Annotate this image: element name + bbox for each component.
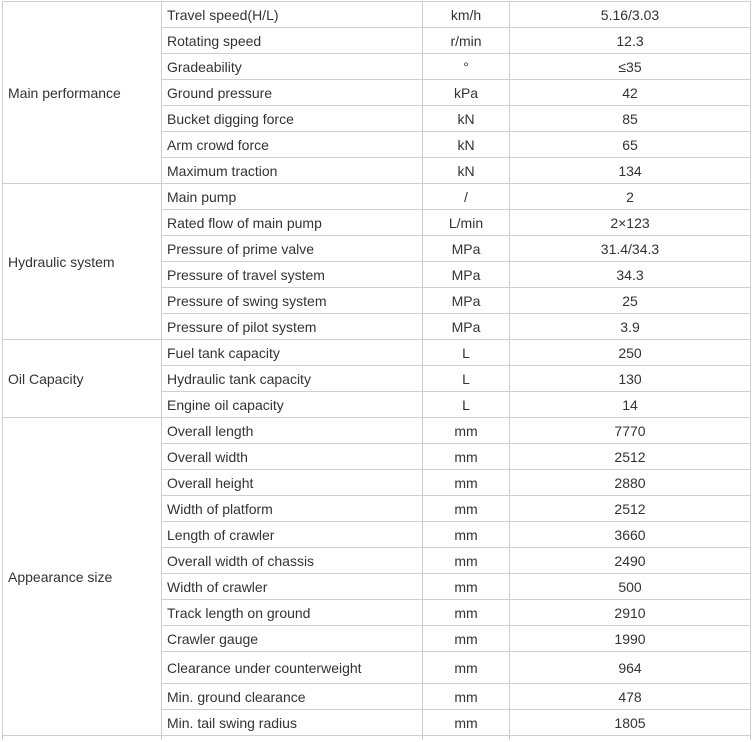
- value-cell: 478: [510, 684, 751, 710]
- param-cell: Hydraulic tank capacity: [162, 366, 423, 392]
- value-cell: 85: [510, 106, 751, 132]
- value-cell: 2: [510, 184, 751, 210]
- category-hydraulic-system: Hydraulic system: [3, 184, 162, 340]
- unit-cell: mm: [423, 574, 510, 600]
- param-cell: Arm crowd force: [162, 132, 423, 158]
- param-cell: Width of platform: [162, 496, 423, 522]
- value-cell: 31.4/34.3: [510, 236, 751, 262]
- value-cell: 42: [510, 80, 751, 106]
- value-cell: 5.16/3.03: [510, 2, 751, 28]
- param-cell: Rotating speed: [162, 28, 423, 54]
- category-oil-capacity: Oil Capacity: [3, 340, 162, 418]
- unit-cell: mm: [423, 710, 510, 736]
- unit-cell: mm: [423, 684, 510, 710]
- table-row: [3, 184, 751, 210]
- unit-cell: mm: [423, 444, 510, 470]
- param-cell: Pressure of pilot system: [162, 314, 423, 340]
- unit-cell: mm: [423, 652, 510, 684]
- table-row-partial: [3, 736, 751, 741]
- param-cell: Width of crawler: [162, 574, 423, 600]
- value-cell: 12.3: [510, 28, 751, 54]
- unit-cell: mm: [423, 496, 510, 522]
- unit-cell: r/min: [423, 28, 510, 54]
- value-cell: 500: [510, 574, 751, 600]
- value-cell: 25: [510, 288, 751, 314]
- value-cell: 130: [510, 366, 751, 392]
- value-cell: 1990: [510, 626, 751, 652]
- empty-cell: [510, 736, 751, 741]
- unit-cell: mm: [423, 626, 510, 652]
- param-cell: Length of crawler: [162, 522, 423, 548]
- param-cell: Overall length: [162, 418, 423, 444]
- unit-cell: MPa: [423, 314, 510, 340]
- value-cell: 134: [510, 158, 751, 184]
- unit-cell: km/h: [423, 2, 510, 28]
- unit-cell: mm: [423, 470, 510, 496]
- param-cell: Travel speed(H/L): [162, 2, 423, 28]
- value-cell: 7770: [510, 418, 751, 444]
- param-cell: Ground pressure: [162, 80, 423, 106]
- unit-cell: /: [423, 184, 510, 210]
- value-cell: 1805: [510, 710, 751, 736]
- spec-table: [2, 1, 751, 740]
- value-cell: 2512: [510, 444, 751, 470]
- value-cell: 2910: [510, 600, 751, 626]
- value-cell: ≤35: [510, 54, 751, 80]
- table-row: [3, 418, 751, 444]
- unit-cell: MPa: [423, 262, 510, 288]
- param-cell: Overall height: [162, 470, 423, 496]
- unit-cell: mm: [423, 600, 510, 626]
- empty-cell: [3, 736, 162, 741]
- value-cell: 250: [510, 340, 751, 366]
- value-cell: 34.3: [510, 262, 751, 288]
- param-cell: Gradeability: [162, 54, 423, 80]
- param-cell: Min. ground clearance: [162, 684, 423, 710]
- unit-cell: MPa: [423, 288, 510, 314]
- unit-cell: mm: [423, 418, 510, 444]
- category-appearance-size: Appearance size: [3, 418, 162, 736]
- param-cell: Crawler gauge: [162, 626, 423, 652]
- unit-cell: L: [423, 392, 510, 418]
- param-cell: Overall width: [162, 444, 423, 470]
- category-main-performance: Main performance: [3, 2, 162, 184]
- value-cell: 2880: [510, 470, 751, 496]
- value-cell: 65: [510, 132, 751, 158]
- value-cell: 964: [510, 652, 751, 684]
- empty-cell: [423, 736, 510, 741]
- unit-cell: L: [423, 340, 510, 366]
- value-cell: 3.9: [510, 314, 751, 340]
- param-cell: Overall width of chassis: [162, 548, 423, 574]
- param-cell: Pressure of prime valve: [162, 236, 423, 262]
- param-cell: Maximum traction: [162, 158, 423, 184]
- unit-cell: °: [423, 54, 510, 80]
- param-cell: Bucket digging force: [162, 106, 423, 132]
- unit-cell: mm: [423, 548, 510, 574]
- param-cell: Pressure of swing system: [162, 288, 423, 314]
- unit-cell: L: [423, 366, 510, 392]
- param-cell: Clearance under counterweight: [162, 652, 423, 684]
- empty-cell: [162, 736, 423, 741]
- unit-cell: mm: [423, 522, 510, 548]
- param-cell: Main pump: [162, 184, 423, 210]
- value-cell: 2490: [510, 548, 751, 574]
- value-cell: 14: [510, 392, 751, 418]
- param-cell: Pressure of travel system: [162, 262, 423, 288]
- param-cell: Rated flow of main pump: [162, 210, 423, 236]
- unit-cell: kN: [423, 106, 510, 132]
- param-cell: Track length on ground: [162, 600, 423, 626]
- value-cell: 2512: [510, 496, 751, 522]
- table-row: [3, 340, 751, 366]
- table-row: [3, 2, 751, 28]
- unit-cell: kN: [423, 132, 510, 158]
- unit-cell: kN: [423, 158, 510, 184]
- param-cell: Min. tail swing radius: [162, 710, 423, 736]
- unit-cell: L/min: [423, 210, 510, 236]
- unit-cell: kPa: [423, 80, 510, 106]
- unit-cell: MPa: [423, 236, 510, 262]
- param-cell: Engine oil capacity: [162, 392, 423, 418]
- value-cell: 3660: [510, 522, 751, 548]
- spec-table-body: [3, 2, 751, 741]
- param-cell: Fuel tank capacity: [162, 340, 423, 366]
- value-cell: 2×123: [510, 210, 751, 236]
